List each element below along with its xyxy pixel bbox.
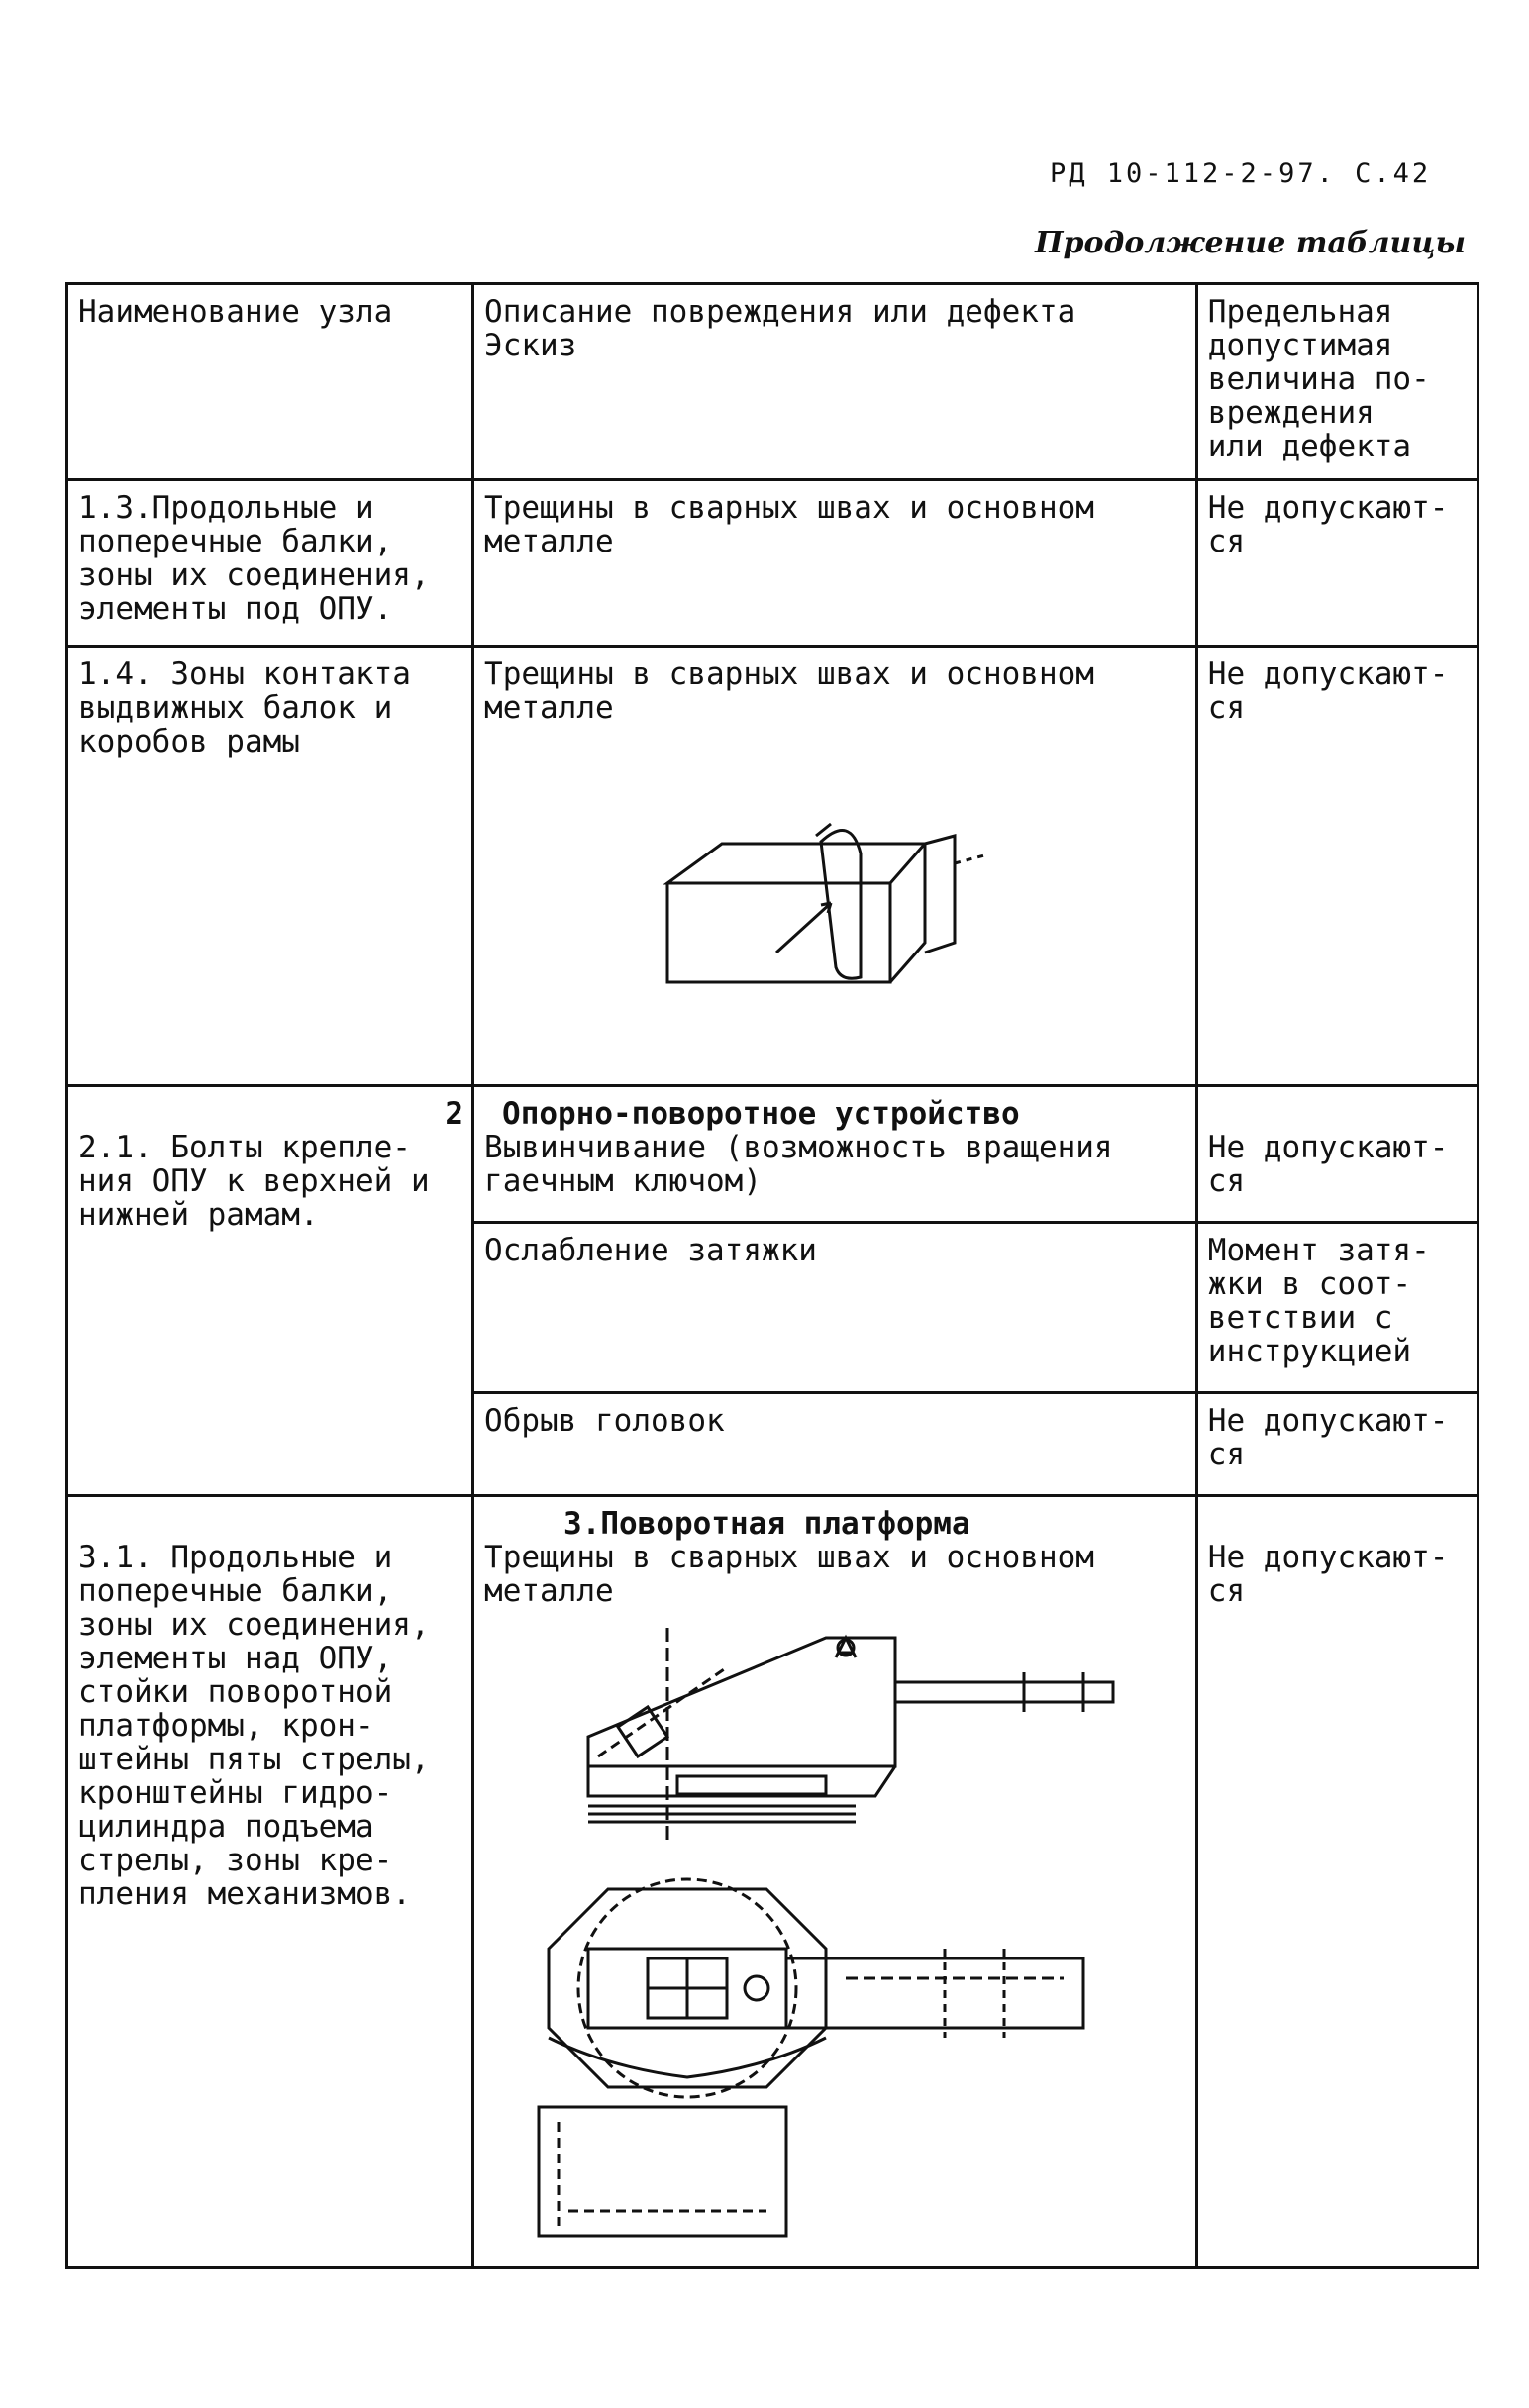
description-text: Трещины в сварных швах и основном металле (484, 1540, 1094, 1609)
limit-cell: Не допускают-ся (1196, 480, 1478, 647)
description-cell: Трещины в сварных швах и основном металле (473, 480, 1197, 647)
limit-cell: Не допускают-ся (1196, 1496, 1478, 2268)
section-title: Опорно-поворотное устройство (502, 1096, 1020, 1132)
table-continuation-label: Продолжение таблицы (1035, 226, 1466, 260)
defects-table (65, 282, 1479, 2269)
table-row (67, 1496, 1478, 2268)
node-cell: 1.3.Продольные и поперечные балки, зоны их соединения, элементы под ОПУ. (67, 480, 473, 647)
description-cell (473, 1086, 1197, 1223)
node-text: 3.1. Продольные и поперечные балки, зоны их соединения, элементы над ОПУ, стойки поворотной платформы, крон-штейны пяты стрелы, кронштейны гидро-цилиндра подъема стрелы, зоны кре-пления механизмов. (78, 1540, 430, 1912)
limit-cell: Не допускают-ся (1196, 1393, 1478, 1496)
limit-cell: Не допускают-ся (1196, 647, 1478, 1086)
header-node-name: Наименование узла (67, 284, 473, 480)
section-number: 2 (445, 1096, 464, 1132)
description-text: Трещины в сварных швах и основном металле (484, 656, 1094, 726)
limit-cell: Не допускают-ся (1196, 1086, 1478, 1223)
limit-cell: Момент затя-жки в соот-ветствии с инструкцией (1196, 1223, 1478, 1393)
section-title: 3.Поворотная платформа (563, 1506, 970, 1542)
table-header-row (67, 284, 1478, 480)
header-limit: Предельная допустимая величина по- вреждения или дефекта (1196, 284, 1478, 480)
node-text: 2.1. Болты крепле-ния ОПУ к верхней и нижней рамам. (78, 1130, 430, 1233)
description-cell (473, 1496, 1197, 2268)
description-text: Вывинчивание (возможность вращения гаечным ключом) (484, 1130, 1113, 1199)
node-cell: 1.4. Зоны контакта выдвижных балок и коробов рамы (67, 647, 473, 1086)
platform-side-view-sketch (529, 1618, 1143, 1856)
table-row (67, 647, 1478, 1086)
beam-crack-sketch (628, 794, 1044, 1022)
description-cell (473, 647, 1197, 1086)
header-description: Описание повреждения или дефекта Эскиз (473, 284, 1197, 480)
table-row (67, 1086, 1478, 1223)
platform-top-view-sketch (529, 1869, 1143, 2246)
description-cell: Ослабление затяжки (473, 1223, 1197, 1393)
node-cell (67, 1496, 473, 2268)
description-cell: Обрыв головок (473, 1393, 1197, 1496)
document-code: РД 10-112-2-97. С.42 (1050, 158, 1432, 189)
table-row (67, 480, 1478, 647)
node-cell (67, 1086, 473, 1496)
